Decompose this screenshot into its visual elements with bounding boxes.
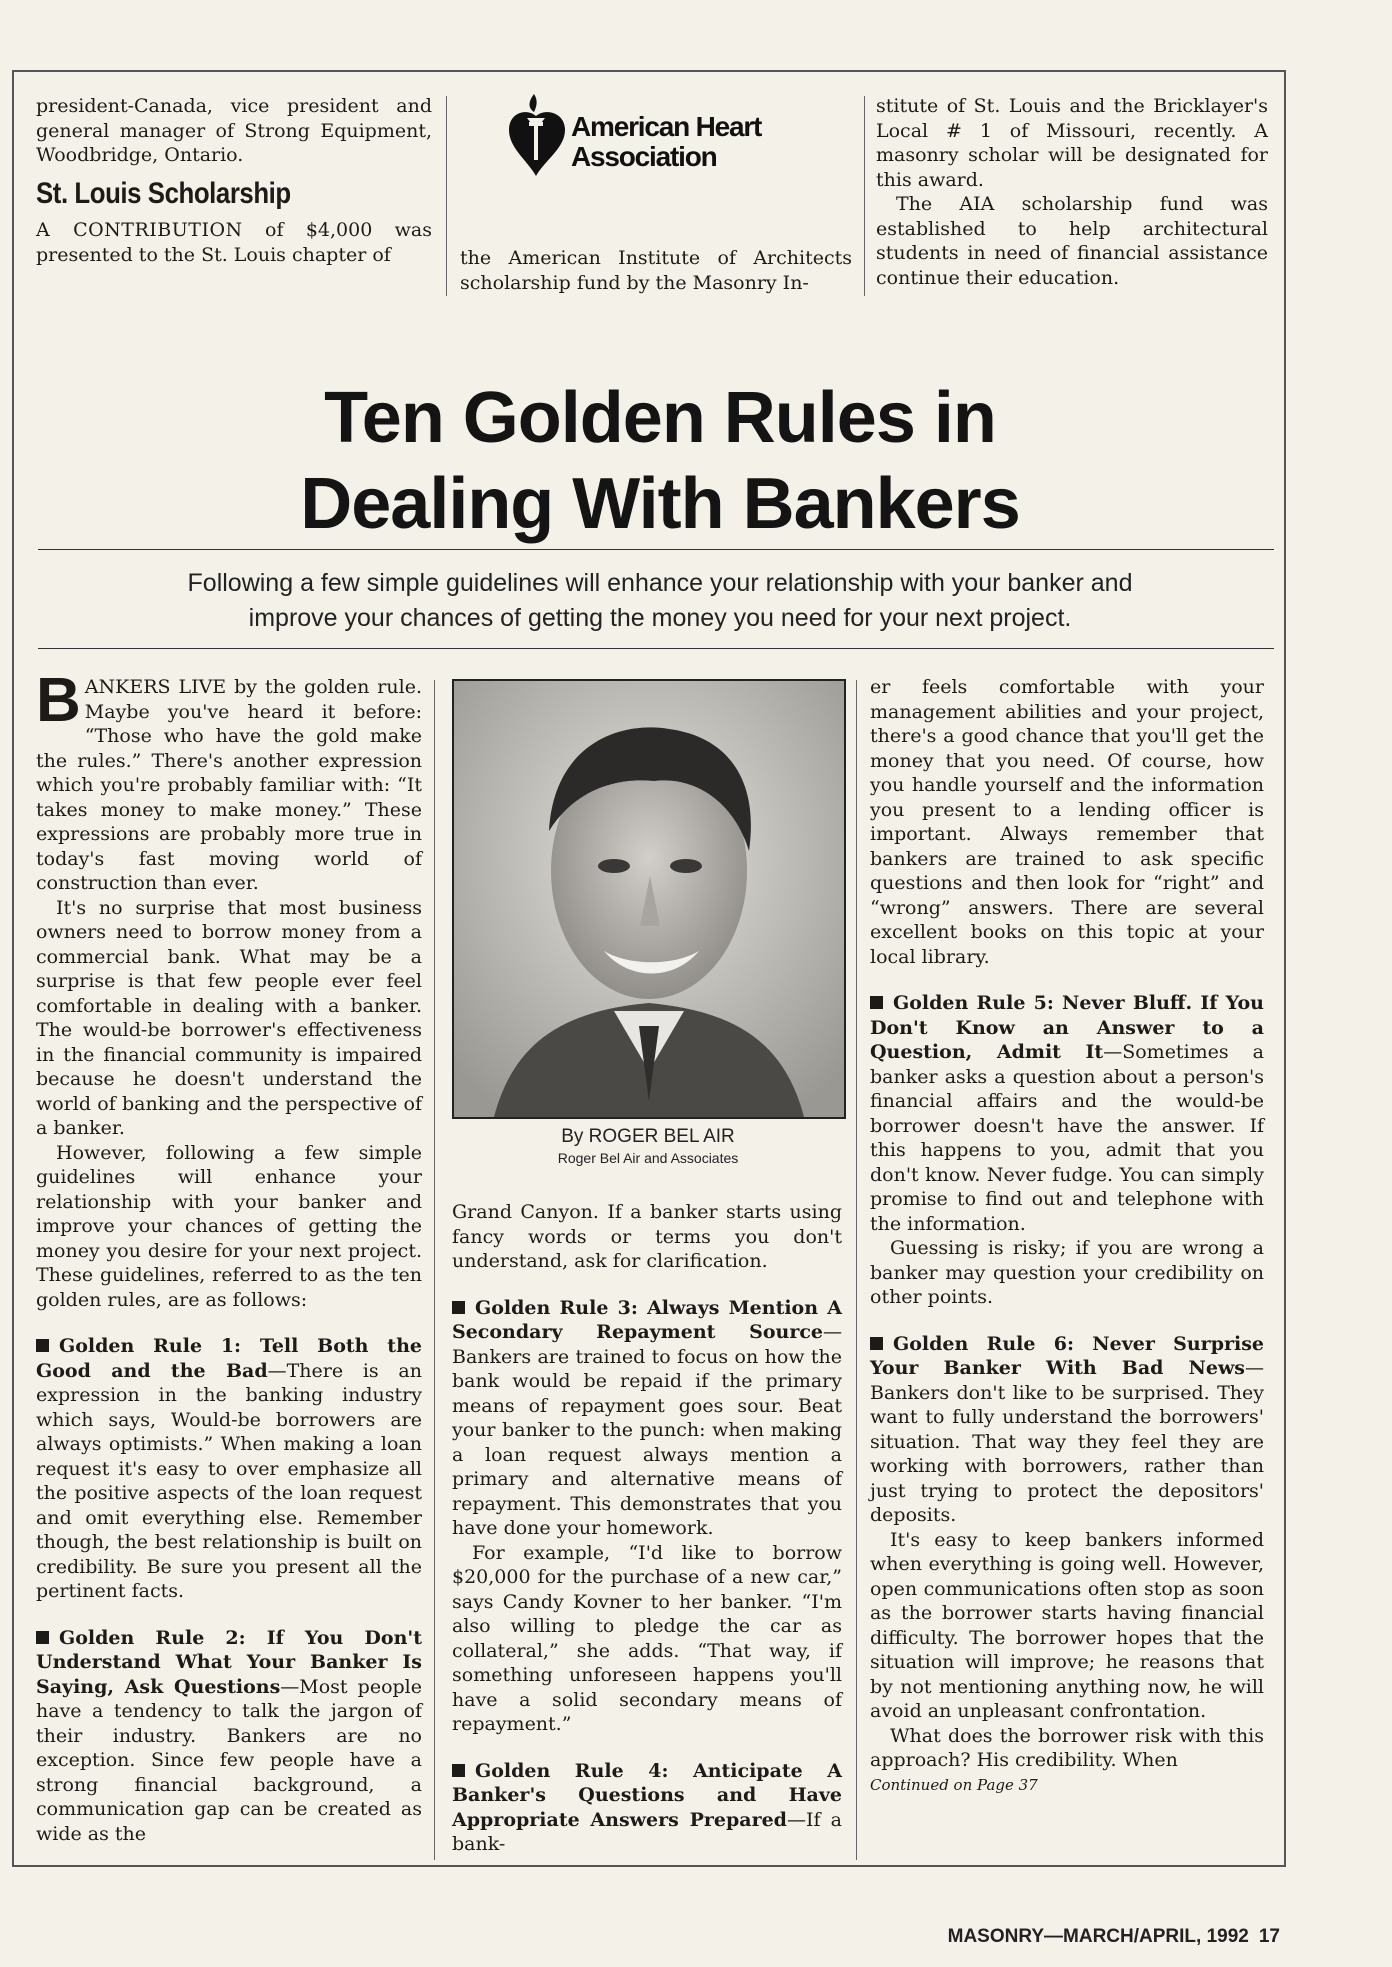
drop-cap: B	[36, 666, 81, 735]
bullet-square-icon	[870, 996, 883, 1009]
paragraph: er feels comfortable with your management abilities and your project, there's a good chance that you'll get the money that you need. Of course, how you handle yourself and the information you present to a lending officer is important. Always remember that bankers are trained to ask specific questions and then look for “right” and “wrong” answers. There are several excellent books on this topic at your local library.	[870, 676, 1264, 968]
column-divider	[446, 96, 447, 296]
heart-torch-icon	[505, 92, 569, 188]
paragraph: It's no surprise that most business owners need to borrow money from a commercial bank. What may be a surprise is that few people ever feel comfortable in dealing with a banker. The would-be borrower's effectiveness in the financial community is impaired because he doesn't understand the world of banking and the perspective of a banker.	[36, 896, 422, 1139]
paragraph: stitute of St. Louis and the Bricklayer's Local # 1 of Missouri, recently. A masonry scholar will be designated for this award.	[876, 95, 1268, 191]
byline-author: By ROGER BEL AIR	[561, 1126, 735, 1147]
article-column-2	[452, 1200, 842, 1857]
rule-heading: Golden Rule 4: Anticipate A Banker's Questions and Have Appropriate Answers Prepared	[452, 1759, 842, 1831]
intro-text: ANKERS LIVE by the golden rule. Maybe you've heard it before: “Those who have the gold make the rules.” There's another expression which you're probably familiar with: “It takes money to make money.” These expressions are probably more true in today's fast moving world of construction than ever.	[36, 676, 422, 894]
golden-rule-1	[36, 1334, 422, 1604]
top-column-1	[36, 94, 432, 267]
author-photo	[452, 679, 846, 1119]
column-divider	[856, 680, 857, 1860]
column-divider	[864, 96, 865, 296]
intro-paragraph	[36, 666, 422, 896]
bullet-square-icon	[452, 1301, 465, 1314]
headline-line-2: Dealing With Bankers	[300, 464, 1020, 544]
photo-caption	[452, 1125, 844, 1167]
golden-rule-3	[452, 1296, 842, 1541]
golden-rule-2	[36, 1626, 422, 1847]
article-deck	[60, 566, 1260, 636]
rule-body: —There is an expression in the banking industry which says, Would-be borrowers are always optimists.” When making a loan request it's easy to over emphasize all the positive aspects of the loan request and omit everything else. Remember though, the best relationship is built on credibility. Be sure you present all the pertinent facts.	[36, 1359, 422, 1602]
logo-line-2: Association	[571, 141, 717, 172]
paragraph: Grand Canyon. If a banker starts using fancy words or terms you don't understand, ask for clarification.	[452, 1201, 842, 1272]
deck-top-rule	[38, 549, 1274, 550]
headline-line-1: Ten Golden Rules in	[324, 378, 996, 458]
paragraph-text: of $4,000 was presented to the St. Louis chapter of	[36, 219, 432, 266]
article-column-3	[870, 675, 1264, 1797]
paragraph: president-Canada, vice president and general manager of Strong Equipment, Woodbridge, Ontario.	[36, 95, 432, 166]
byline-firm: Roger Bel Air and Associates	[557, 1150, 739, 1166]
logo-line-1: American Heart	[571, 111, 762, 142]
page-number: 17	[1258, 1926, 1280, 1947]
rule-body: —Bankers don't like to be surprised. They want to fully understand the borrowers' situation. That way they feel they are working with borrowers, rather than just trying to protect the depositors' deposits.	[870, 1357, 1264, 1526]
rule-body: —Bankers are trained to focus on how the bank would be repaid if the primary means of repayment goes sour. Beat your banker to the punch: when making a loan request always mention a primary and alternative means of repayment. This demonstrates that you have done your homework.	[452, 1321, 842, 1539]
logo-text	[571, 112, 761, 172]
paragraph: Guessing is risky; if you are wrong a banker may question your credibility on other points.	[870, 1237, 1264, 1308]
page-footer	[900, 1926, 1280, 1948]
bullet-square-icon	[452, 1764, 465, 1777]
column-divider	[434, 680, 435, 1860]
article-headline	[40, 375, 1280, 547]
deck-line-1: Following a few simple guidelines will enhance your relationship with your banker and	[187, 569, 1133, 597]
lead-caps: A CONTRIBUTION	[36, 219, 243, 241]
rule-body: —Most people have a tendency to talk the jargon of their industry. Bankers are no exception. Since few people have a strong financial background, a communication gap can be created as wide as the	[36, 1675, 422, 1845]
rule-body: —If a bank-	[452, 1808, 843, 1855]
bullet-square-icon	[36, 1339, 49, 1352]
paragraph: What does the borrower risk with this approach? His credibility. When	[870, 1724, 1264, 1771]
paragraph: However, following a few simple guidelines will enhance your relationship with your banker and improve your chances of getting the money you desire for your next project. These guidelines, referred to as the ten golden rules, are as follows:	[36, 1141, 422, 1311]
paragraph: For example, “I'd like to borrow $20,000 for the purchase of a new car,” says Candy Kovner to her banker. “I'm also willing to pledge the car as collateral,” she adds. “That way, if something unforeseen happens you'll have a solid secondary means of repayment.”	[452, 1541, 842, 1735]
paragraph: It's easy to keep bankers informed when everything is going well. However, open communications often stop as soon as the borrower starts having financial difficulty. The borrower hopes that the situation will improve; he reasons that by not mentioning anything now, he will avoid an unpleasant confrontation.	[870, 1528, 1264, 1722]
rule-heading: Golden Rule 6: Never Surprise Your Banker With Bad News	[870, 1332, 1264, 1379]
golden-rule-6	[870, 1332, 1264, 1528]
paragraph: the American Institute of Architects scholarship fund by the Masonry In-	[460, 247, 852, 294]
top-column-3	[876, 94, 1268, 290]
aha-logo	[505, 92, 815, 192]
deck-bottom-rule	[38, 648, 1274, 649]
bullet-square-icon	[36, 1631, 49, 1644]
issue-label: MASONRY—MARCH/APRIL, 1992	[947, 1926, 1249, 1947]
rule-heading: Golden Rule 1: Tell Both the Good and the Bad	[36, 1335, 422, 1382]
golden-rule-5	[870, 991, 1264, 1236]
paragraph	[36, 218, 432, 267]
article-column-1	[36, 666, 422, 1846]
top-column-2	[460, 246, 852, 295]
rule-heading: Golden Rule 2: If You Don't Understand What Your Banker Is Saying, Ask Questions	[36, 1626, 422, 1698]
deck-line-2: improve your chances of getting the money you need for your next project.	[248, 604, 1072, 632]
portrait-image	[454, 681, 844, 1117]
golden-rule-4	[452, 1759, 842, 1857]
rule-heading: Golden Rule 5: Never Bluff. If You Don't Know an Answer to a Question, Admit It	[870, 992, 1264, 1063]
bullet-square-icon	[870, 1337, 883, 1350]
continued-note: Continued on Page 37	[870, 1775, 1038, 1794]
paragraph: The AIA scholarship fund was established to help architectural students in need of financial assistance continue their education.	[876, 193, 1268, 289]
section-title: St. Louis Scholarship	[36, 176, 291, 210]
rule-heading: Golden Rule 3: Always Mention A Secondary Repayment Source	[452, 1296, 842, 1343]
rule-body: —Sometimes a banker asks a question about a person's financial affairs and the would-be borrower doesn't have the answer. If this happens to you, admit that you don't know. Never fudge. You can simply promise to find out and telephone with the information.	[870, 1041, 1264, 1235]
